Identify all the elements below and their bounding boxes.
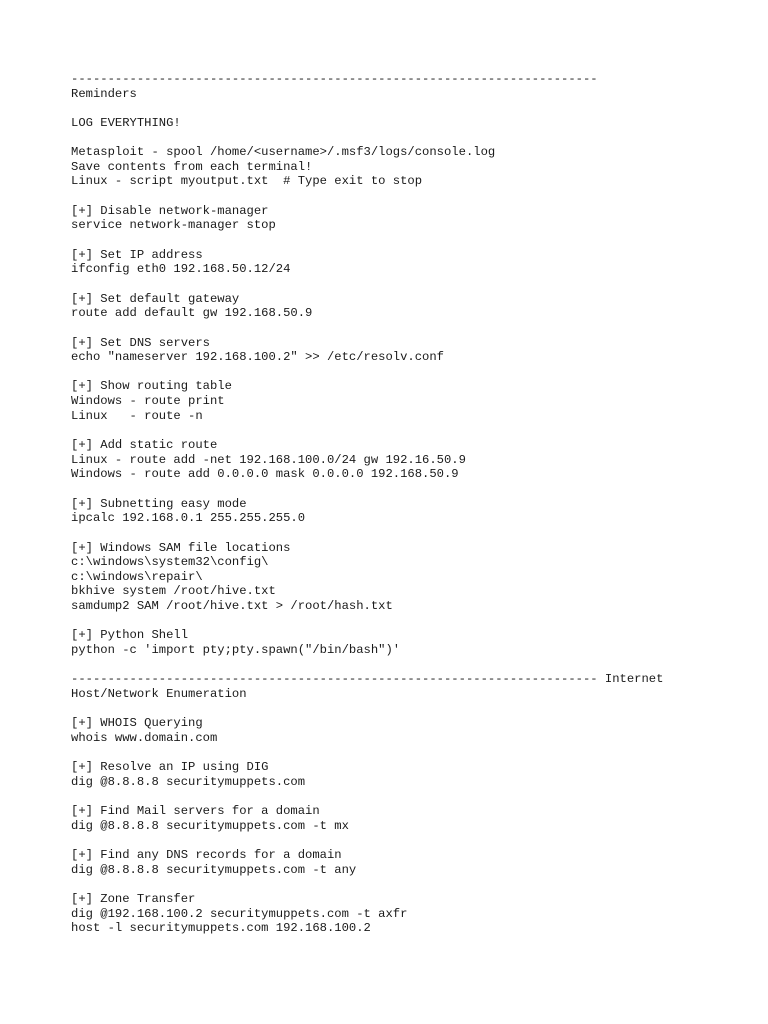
text-line: [+] Resolve an IP using DIG xyxy=(71,760,269,775)
text-line: ifconfig eth0 192.168.50.12/24 xyxy=(71,262,291,277)
text-line: [+] Disable network-manager xyxy=(71,203,269,218)
text-line: [+] WHOIS Querying xyxy=(71,716,203,731)
text-line: [+] Add static route xyxy=(71,438,218,453)
blank-line xyxy=(71,482,751,497)
blank-line xyxy=(71,789,751,804)
text-line: Metasploit - spool /home/<username>/.msf3/logs/console.log xyxy=(71,145,496,160)
blank-line xyxy=(71,658,751,673)
text-line: dig @192.168.100.2 securitymuppets.com -t axfr xyxy=(71,906,408,921)
blank-line xyxy=(71,614,751,629)
text-line: [+] Python Shell xyxy=(71,628,189,643)
text-line: c:\windows\repair\ xyxy=(71,569,203,584)
text-line: Reminders xyxy=(71,86,137,101)
text-line: dig @8.8.8.8 securitymuppets.com xyxy=(71,774,306,789)
blank-line xyxy=(71,233,751,248)
text-line: ------------------------------------------------------------------------ xyxy=(71,72,598,86)
blank-line xyxy=(71,131,751,146)
text-line: route add default gw 192.168.50.9 xyxy=(71,306,313,321)
blank-line xyxy=(71,189,751,204)
text-line: service network-manager stop xyxy=(71,218,276,233)
blank-line xyxy=(71,745,751,760)
text-line: [+] Windows SAM file locations xyxy=(71,540,291,555)
text-line: samdump2 SAM /root/hive.txt > /root/hash.txt xyxy=(71,599,393,614)
blank-line xyxy=(71,423,751,438)
text-line: [+] Set DNS servers xyxy=(71,335,210,350)
blank-line xyxy=(71,702,751,717)
text-line: [+] Set IP address xyxy=(71,247,203,262)
text-line: dig @8.8.8.8 securitymuppets.com -t any xyxy=(71,862,357,877)
text-line: Host/Network Enumeration xyxy=(71,686,247,701)
document-text xyxy=(71,72,751,936)
text-line: Linux - route add -net 192.168.100.0/24 gw 192.16.50.9 xyxy=(71,452,466,467)
blank-line xyxy=(71,101,751,116)
text-line: Linux - script myoutput.txt # Type exit to stop xyxy=(71,174,423,189)
text-line: [+] Find Mail servers for a domain xyxy=(71,804,320,819)
text-line: bkhive system /root/hive.txt xyxy=(71,584,276,599)
text-line: LOG EVERYTHING! xyxy=(71,115,181,130)
text-line: [+] Show routing table xyxy=(71,379,232,394)
blank-line xyxy=(71,277,751,292)
document-page xyxy=(71,72,751,936)
text-line: Linux - route -n xyxy=(71,408,203,423)
text-line: [+] Find any DNS records for a domain xyxy=(71,847,342,862)
text-line: ------------------------------------------------------------------------ Internet xyxy=(71,672,664,687)
text-line: dig @8.8.8.8 securitymuppets.com -t mx xyxy=(71,818,349,833)
blank-line xyxy=(71,877,751,892)
text-line: Windows - route print xyxy=(71,394,225,409)
text-line: ipcalc 192.168.0.1 255.255.255.0 xyxy=(71,511,306,526)
text-line: [+] Subnetting easy mode xyxy=(71,496,247,511)
blank-line xyxy=(71,321,751,336)
text-line: Save contents from each terminal! xyxy=(71,159,313,174)
blank-line xyxy=(71,526,751,541)
text-line: python -c 'import pty;pty.spawn("/bin/bash")' xyxy=(71,642,401,657)
text-line: [+] Zone Transfer xyxy=(71,891,196,906)
text-line: [+] Set default gateway xyxy=(71,291,240,306)
text-line: Windows - route add 0.0.0.0 mask 0.0.0.0 192.168.50.9 xyxy=(71,467,459,482)
text-line: echo "nameserver 192.168.100.2" >> /etc/resolv.conf xyxy=(71,350,444,365)
text-line: c:\windows\system32\config\ xyxy=(71,555,269,570)
blank-line xyxy=(71,365,751,380)
text-line: whois www.domain.com xyxy=(71,730,218,745)
text-line: host -l securitymuppets.com 192.168.100.2 xyxy=(71,921,371,936)
blank-line xyxy=(71,833,751,848)
